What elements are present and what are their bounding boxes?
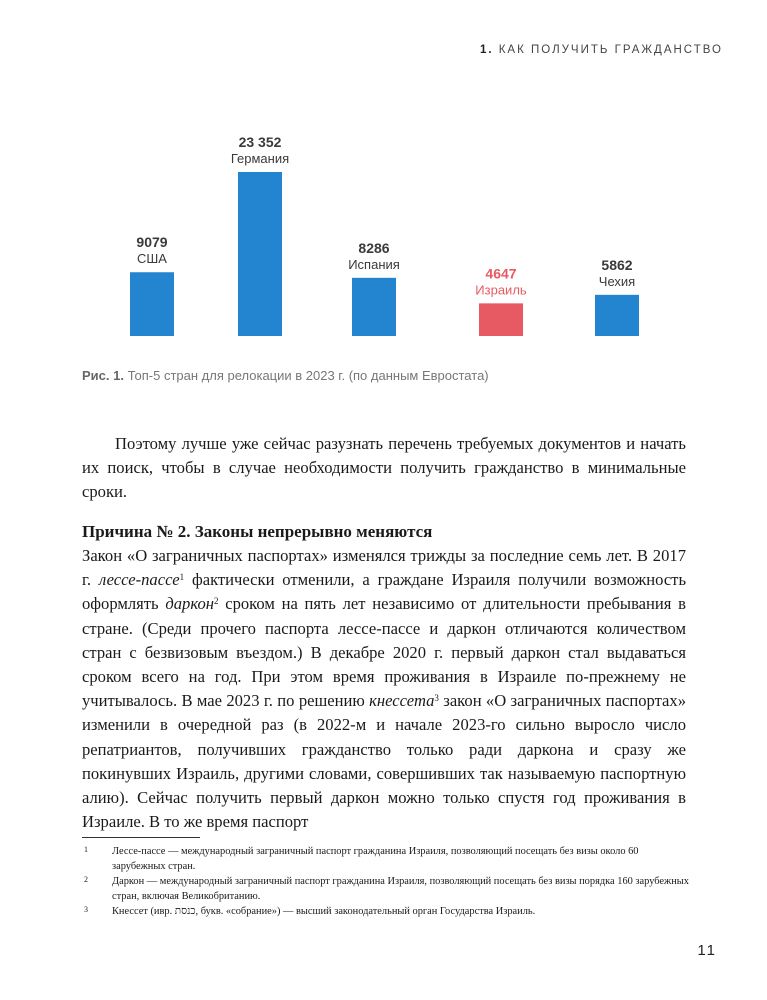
bar-5 [595,295,639,336]
category-label: Германия [230,151,290,166]
footnote-3 [82,905,692,920]
text-run: сроком на пять лет независимо от длительности пребывания в стране. (Среди прочего паспорта лессе-пассе и даркон отличаются количеством стран с безвизовым въездом.) В декабре 2020 г. первый даркон стал выдаваться сроком всего на год. При этом время проживания в Израиле по-прежнему не учитывалось. В мае 2023 г. по решению [82,594,686,711]
figure-label: Рис. 1. [82,368,124,383]
running-header [480,44,723,56]
footnote-text: Лессе-пассе — международный заграничный паспорт гражданина Израиля, позволяющий посещать без визы около 60 зарубежных стран. [112,846,639,872]
figure-caption [82,368,489,383]
footnote-text: Кнессет (ивр. כנסת, букв. «собрание») — высший законодательный орган Государства Израиль. [112,906,536,918]
footnotes [82,845,692,921]
bar-3 [352,278,396,336]
bar-1 [130,272,174,336]
value-label: 5862 [601,256,633,273]
category-label: Израиль [475,282,527,298]
footnote-ref-3: 3 [434,693,439,704]
footnote-number: 2 [84,875,88,885]
category-label: Чехия [598,273,636,289]
bar-2 [238,172,282,336]
value-label: 4647 [485,265,517,282]
term-darkon: даркон [165,594,214,614]
chapter-title: КАК ПОЛУЧИТЬ ГРАЖДАНСТВО [498,44,723,56]
footnote-number: 1 [84,845,88,854]
category-label: США [137,251,167,267]
footnote-text: Даркон — международный заграничный паспорт гражданина Израиля, позволяющий посещать без визы порядка 160 зарубежных стран, включая Великобританию. [112,876,689,902]
footnote-ref-2: 2 [214,596,219,607]
term-lesse-passe: лессе-пассе [98,570,180,590]
footnote-1 [82,845,692,874]
bar-4 [479,303,523,336]
section-heading: Причина № 2. Законы непрерывно меняются [82,522,433,541]
footnote-divider [82,837,200,838]
figure-caption-text: Топ-5 стран для релокации в 2023 г. (по данным Евростата) [127,368,489,383]
paragraph-laws [82,544,686,834]
paragraph-intro: Поэтому лучше уже сейчас разузнать перечень требуемых документов и начать их поиск, чтобы в случае необходимости получить гражданство в минимальные сроки. [82,434,686,502]
value-label: 9079 [136,234,168,251]
value-label: 23 352 [238,134,282,150]
text-run: закон «О заграничных паспортах» изменили в очередной раз (в 2022-м и начале 2023-го сильно выросло число репатриантов, получивших гражданство только ради даркона и сразу же покинувших Израиль, другими словами, совершивших так называемую паспортную алию). Сейчас получить первый даркон можно только спустя год проживания в Израиле. В то же время паспорт [82,691,686,832]
category-label: Испания [348,256,400,272]
term-knesset: кнессета [369,691,435,711]
value-label: 8286 [358,239,390,256]
chapter-number: 1. [479,44,494,56]
footnote-number: 3 [84,905,88,915]
footnote-ref-1: 1 [179,572,185,583]
bar-chart [80,80,720,350]
footnote-2 [82,875,692,904]
text-run: фактически отменили, а граждане Израиля получили возможность оформлять [82,570,687,614]
text-run: Закон «О заграничных паспортах» изменялся трижды за последние семь лет. В 2017 г. [82,546,686,590]
page-number: 11 [697,942,717,959]
